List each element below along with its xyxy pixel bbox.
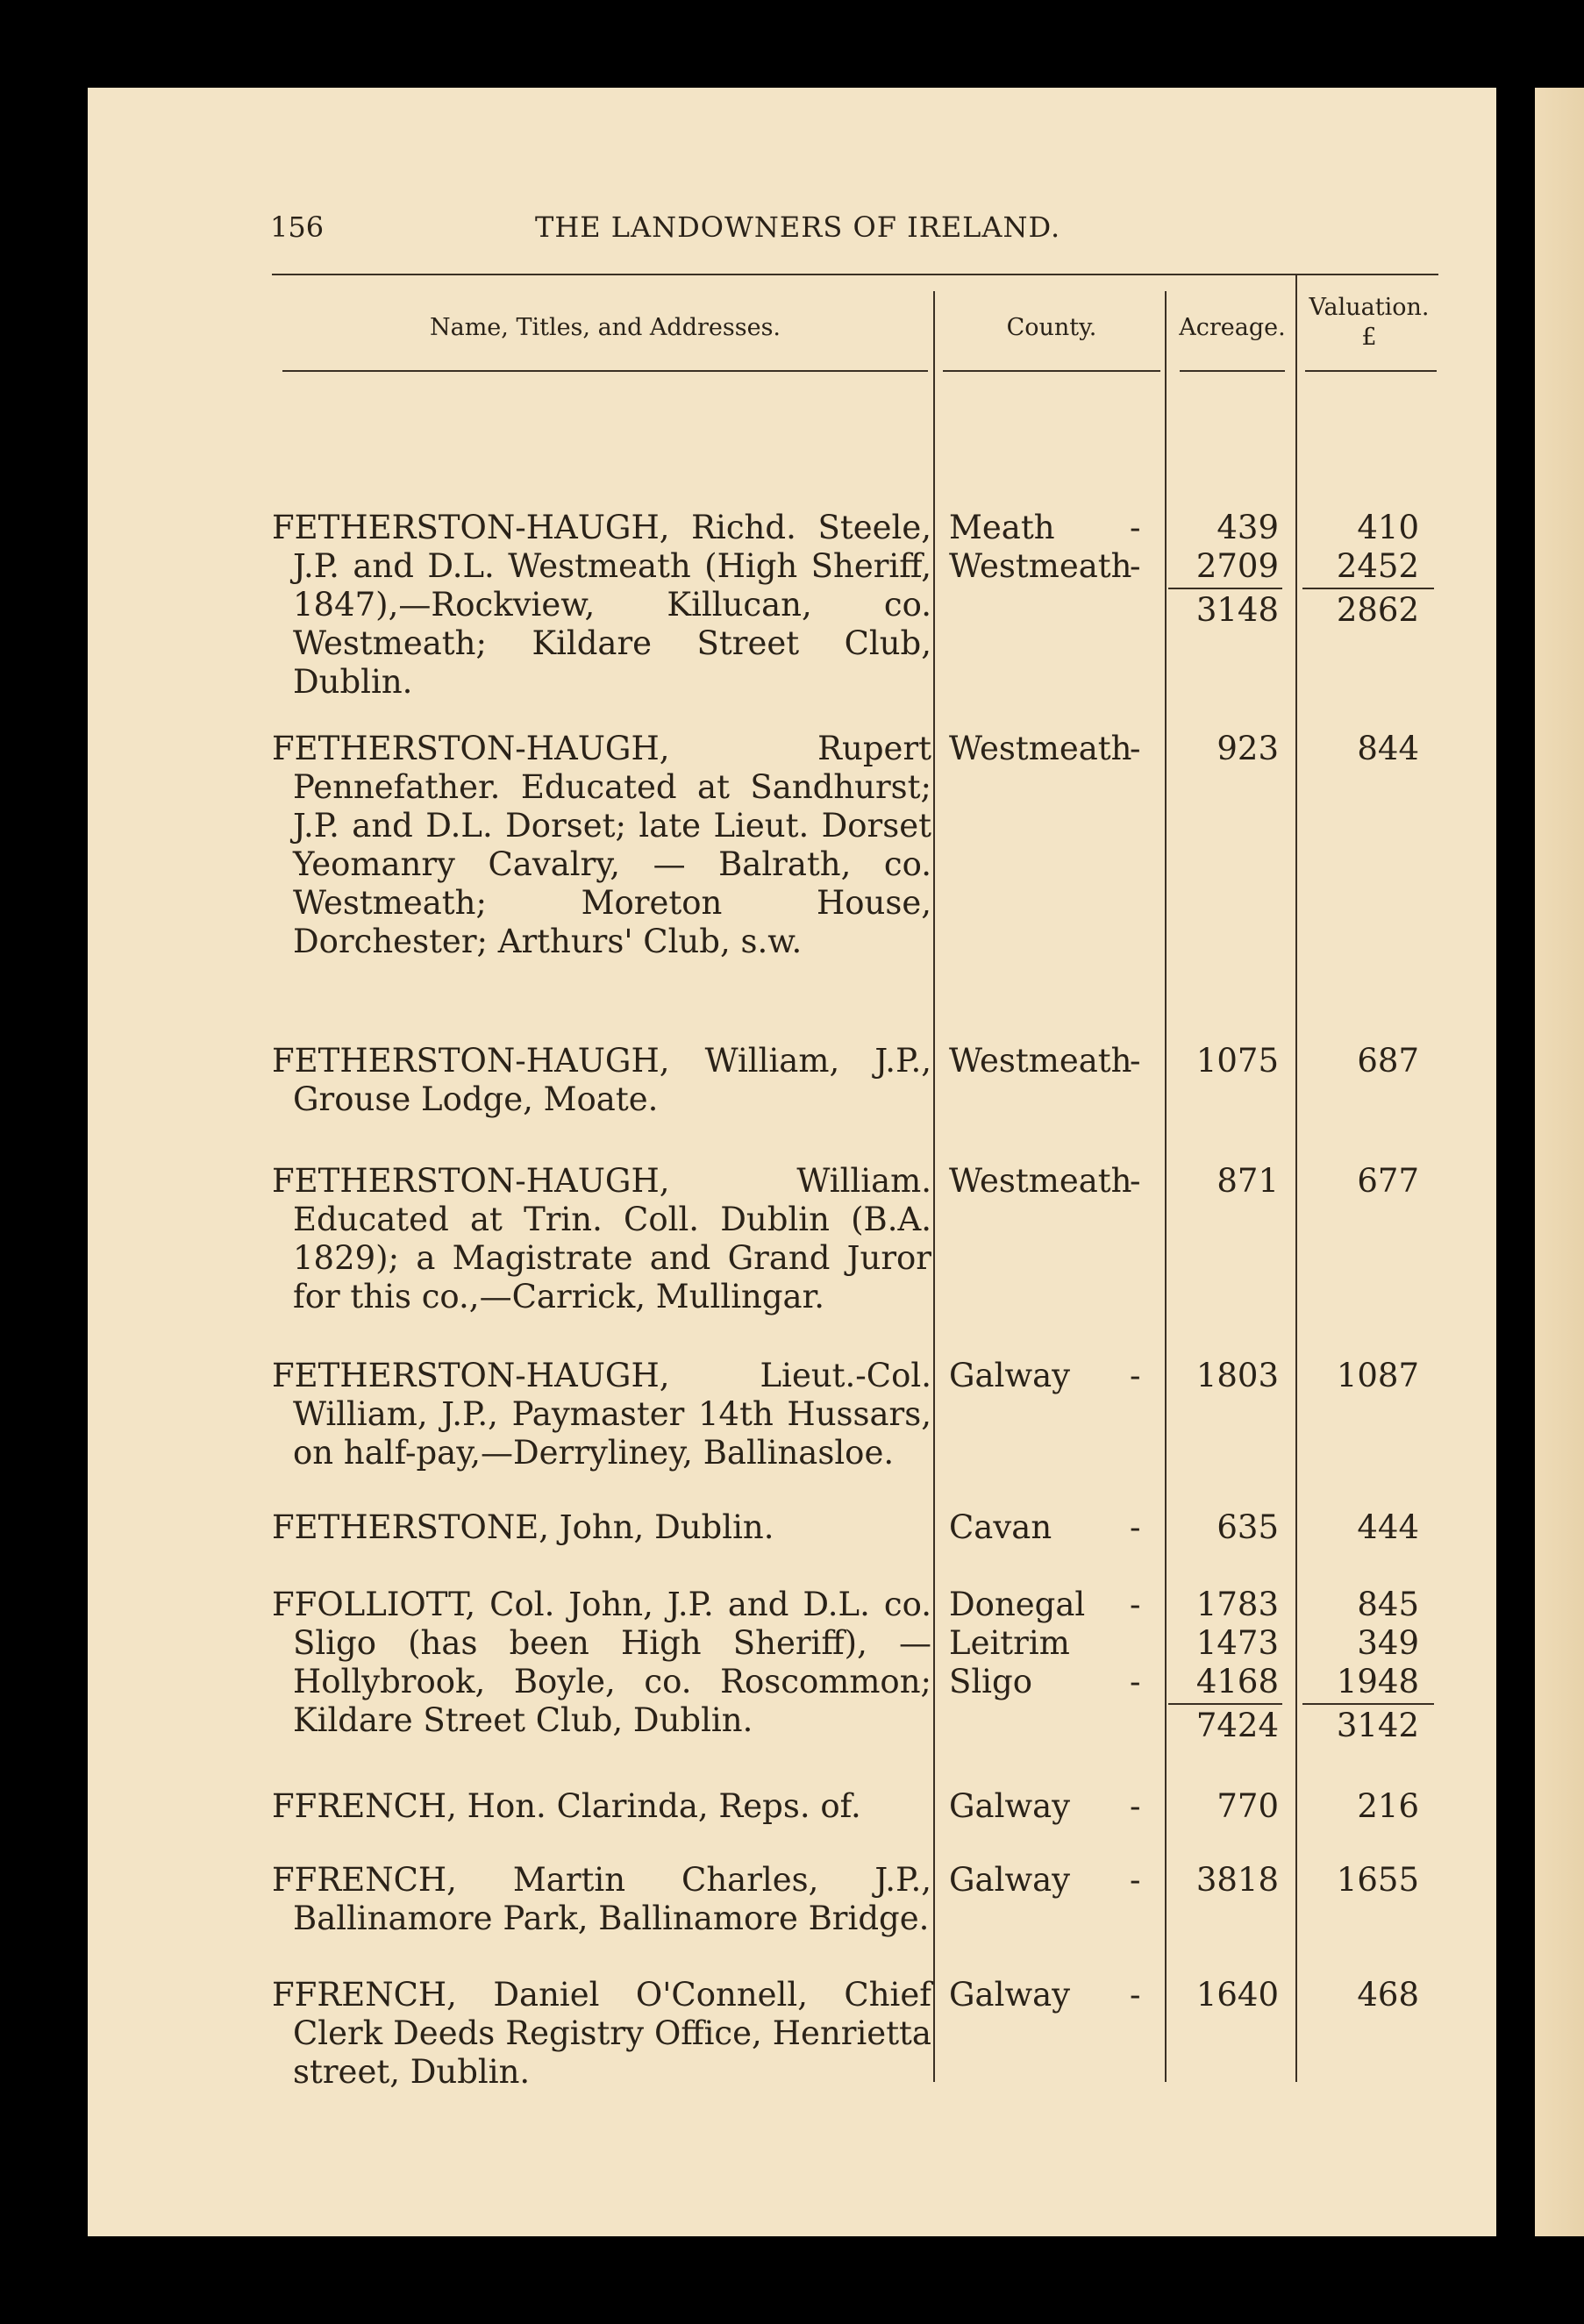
table-row (272, 1357, 931, 1472)
acreage-total: 3148 (1195, 591, 1279, 629)
acreage-cell: 3818 (1195, 1861, 1279, 1899)
column-header-valuation (1298, 293, 1440, 353)
acreage-cell: 1640 (1195, 1976, 1279, 2014)
table-row (272, 1586, 931, 1740)
landowner-name: FETHERSTON-HAUGH, Lieut.-Col. William, (272, 1357, 931, 1433)
landowner-description: Educated at Sandhurst; J.P. and D.L. Dorset; late Lieut. Dorset Yeomanry Cavalry, — Balrath, co. Westmeath; Moreton House, Dorchester; Arthurs' Club, s.w. (293, 768, 931, 960)
valuation-cell: 410 (1357, 509, 1419, 546)
valuation-cell: 845 (1357, 1586, 1419, 1623)
valuation-sum-rule (1302, 588, 1434, 589)
county-dash: - (1130, 1861, 1141, 1899)
valuation-cell: 1087 (1336, 1357, 1419, 1394)
entry-text (272, 1508, 931, 1547)
landowner-name: FETHERSTON-HAUGH, Richd. Steele, (272, 509, 931, 546)
county-cell: Galway (949, 1976, 1071, 2014)
landowner-description: J.P. and D.L. co. Sligo (has been High Sheriff), — Hollybrook, Boyle, co. Roscommon; Kildare Street Club, Dublin. (293, 1586, 931, 1739)
column-header-acreage: Acreage. (1179, 314, 1286, 341)
table-row (272, 1861, 931, 1938)
entry-text (272, 1357, 931, 1472)
county-cell: Westmeath (949, 730, 1132, 767)
column-header-name: Name, Titles, and Addresses. (429, 314, 781, 341)
acreage-cell: 770 (1217, 1787, 1279, 1825)
header-bottom-rule-name (282, 370, 928, 372)
valuation-cell: 1655 (1336, 1861, 1419, 1899)
page-edge (1535, 88, 1584, 2236)
column-header-county: County. (1006, 314, 1097, 341)
landowner-description: J.P., Paymaster 14th Hussars, on half-pay,—Derryliney, Ballinasloe. (293, 1395, 931, 1472)
landowner-name: FFRENCH, Daniel O'Connell, (272, 1976, 808, 2014)
table-row (272, 1787, 931, 1826)
column-divider-name (933, 291, 935, 2082)
county-dash: - (1130, 1976, 1141, 2014)
acreage-cell: 1783 (1195, 1586, 1279, 1623)
landowner-name: FETHERSTON-HAUGH, Rupert Pennefather. (272, 730, 931, 806)
header-bottom-rule-county (943, 370, 1160, 372)
landowner-description: J.P. and D.L. Westmeath (High Sheriff, 1847),—Rockview, Killucan, co. Westmeath; Kildare Street Club, Dublin. (293, 547, 931, 701)
entry-text (272, 509, 931, 702)
county-dash: - (1130, 509, 1141, 546)
acreage-cell: 1473 (1195, 1624, 1279, 1662)
county-cell: Cavan (949, 1508, 1052, 1546)
acreage-total: 7424 (1195, 1707, 1279, 1744)
table-row (272, 730, 931, 961)
landowner-description: Dublin. (654, 1508, 774, 1546)
landowner-name: FFOLLIOTT, Col. John, (272, 1586, 653, 1623)
county-dash: - (1130, 1042, 1141, 1080)
landowner-description: J.P., Grouse Lodge, Moate. (293, 1042, 931, 1118)
acreage-cell: 2709 (1195, 547, 1279, 585)
valuation-cell: 677 (1357, 1162, 1419, 1200)
table-row (272, 1976, 931, 2092)
county-cell: Westmeath (949, 1042, 1132, 1080)
page-number: 156 (270, 210, 325, 244)
county-cell: Donegal (949, 1586, 1086, 1623)
acreage-cell: 1075 (1195, 1042, 1279, 1080)
valuation-sum-rule (1302, 1703, 1434, 1705)
entry-text (272, 1976, 931, 2092)
valuation-label: Valuation. (1309, 294, 1430, 321)
acreage-cell: 4168 (1195, 1663, 1279, 1700)
county-dash: - (1130, 1663, 1141, 1700)
valuation-cell: 2452 (1336, 547, 1419, 585)
county-cell: Galway (949, 1861, 1071, 1899)
header-bottom-rule-acreage (1180, 370, 1285, 372)
valuation-cell: 444 (1357, 1508, 1419, 1546)
acreage-sum-rule (1168, 588, 1282, 589)
county-cell: Westmeath (949, 547, 1132, 585)
valuation-cell: 844 (1357, 730, 1419, 767)
landowner-name: FFRENCH, Martin Charles, (272, 1861, 819, 1899)
county-cell: Galway (949, 1357, 1071, 1394)
landowner-description: Chief Clerk Deeds Registry Office, Henrietta street, Dublin. (293, 1976, 931, 2091)
valuation-cell: 216 (1357, 1787, 1419, 1825)
book-page (88, 88, 1496, 2236)
entry-text (272, 1162, 931, 1316)
acreage-sum-rule (1168, 1703, 1282, 1705)
entry-text (272, 730, 931, 961)
entry-text (272, 1787, 931, 1826)
acreage-cell: 871 (1217, 1162, 1279, 1200)
landowner-description: Educated at Trin. Coll. Dublin (B.A. 1829); a Magistrate and Grand Juror for this co.,—Carrick, Mullingar. (293, 1201, 931, 1315)
acreage-cell: 1803 (1195, 1357, 1279, 1394)
entry-text (272, 1586, 931, 1740)
county-cell: Meath (949, 509, 1055, 546)
valuation-cell: 687 (1357, 1042, 1419, 1080)
landowner-name: FETHERSTONE, John, (272, 1508, 645, 1546)
table-row (272, 509, 931, 702)
table-row (272, 1162, 931, 1316)
column-divider-county (1165, 291, 1167, 2082)
table-top-rule (272, 274, 1438, 275)
county-dash: - (1130, 1508, 1141, 1546)
valuation-unit: £ (1361, 324, 1377, 351)
county-cell: Galway (949, 1787, 1071, 1825)
page-title: THE LANDOWNERS OF IRELAND. (535, 210, 1061, 244)
header-bottom-rule-valuation (1305, 370, 1437, 372)
valuation-total: 2862 (1336, 591, 1419, 629)
county-cell: Sligo (949, 1663, 1032, 1700)
county-dash: - (1130, 547, 1141, 585)
county-dash: - (1130, 1357, 1141, 1394)
landowner-description: J.P., Ballinamore Park, Ballinamore Bridge. (293, 1861, 931, 1937)
acreage-cell: 439 (1217, 509, 1279, 546)
table-row (272, 1508, 931, 1547)
county-dash: - (1130, 1586, 1141, 1623)
landowner-name: FETHERSTON-HAUGH, William. (272, 1162, 931, 1200)
acreage-cell: 923 (1217, 730, 1279, 767)
landowner-description: Reps. of. (718, 1787, 861, 1825)
entry-text (272, 1042, 931, 1119)
county-cell: Leitrim (949, 1624, 1070, 1662)
valuation-total: 3142 (1336, 1707, 1419, 1744)
county-dash: - (1130, 1162, 1141, 1200)
landowner-name: FFRENCH, Hon. Clarinda, (272, 1787, 709, 1825)
valuation-cell: 468 (1357, 1976, 1419, 2014)
county-dash: - (1130, 1787, 1141, 1825)
county-cell: Westmeath (949, 1162, 1132, 1200)
landowner-name: FETHERSTON-HAUGH, William, (272, 1042, 840, 1080)
table-row (272, 1042, 931, 1119)
column-divider-acreage (1295, 274, 1297, 2082)
entry-text (272, 1861, 931, 1938)
county-dash: - (1130, 730, 1141, 767)
acreage-cell: 635 (1217, 1508, 1279, 1546)
valuation-cell: 349 (1357, 1624, 1419, 1662)
valuation-cell: 1948 (1336, 1663, 1419, 1700)
